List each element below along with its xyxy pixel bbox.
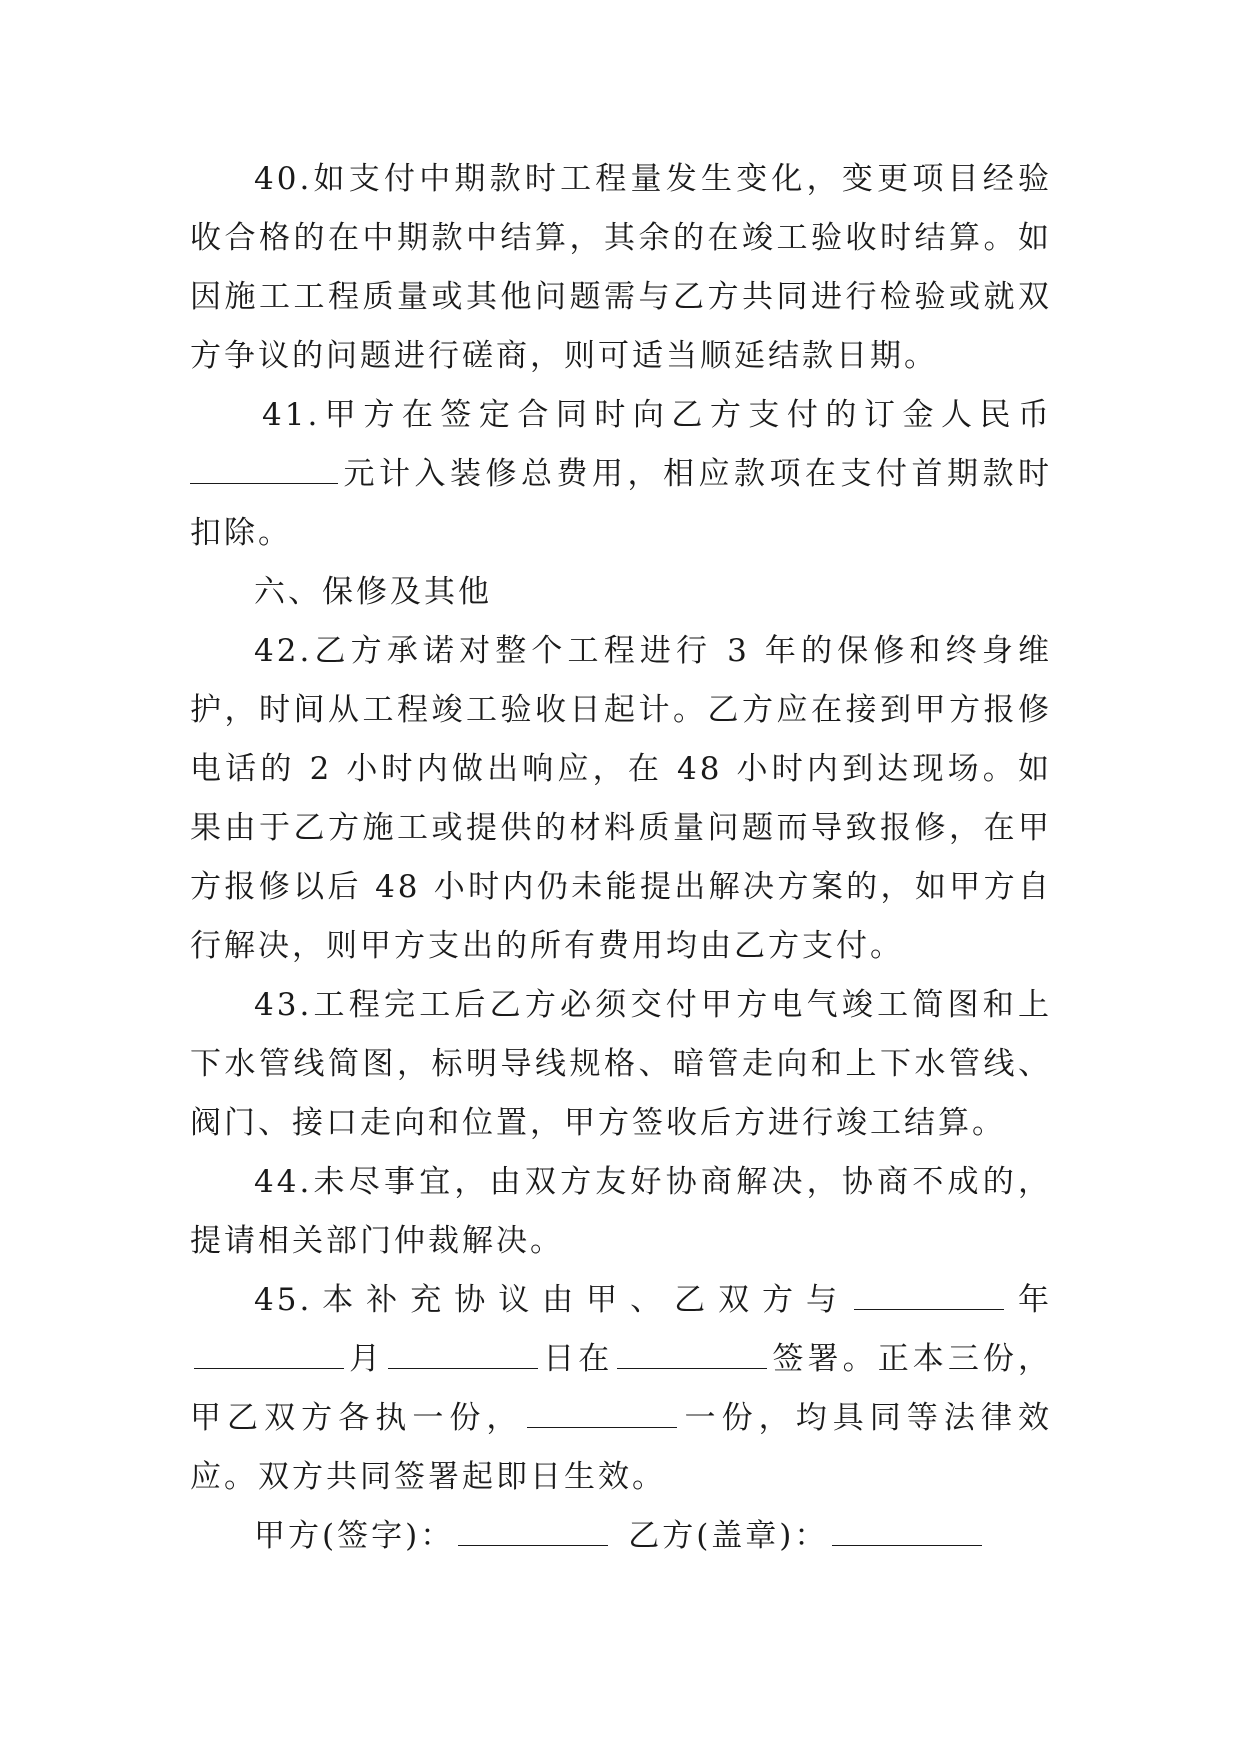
- section-heading-warranty: 六、保修及其他: [254, 574, 492, 610]
- place-blank[interactable]: [617, 1340, 767, 1369]
- third-party-blank[interactable]: [527, 1399, 677, 1428]
- party-b-seal-blank[interactable]: [832, 1517, 982, 1546]
- document-page: [190, 150, 1052, 1566]
- clause-45-part6: 一份，均具同等法律效应。双方共同签署起即日生效。: [190, 1400, 1053, 1495]
- clause-45-part4: 日在: [542, 1341, 614, 1377]
- year-blank[interactable]: [854, 1281, 1004, 1310]
- clause-41: [190, 386, 1052, 563]
- deposit-amount-blank[interactable]: [190, 455, 338, 484]
- clause-45-part5: 签署。正本三份，甲乙双方各执一份，: [190, 1341, 1053, 1436]
- clause-44: 44.未尽事宜，由双方友好协商解决，协商不成的，提请相关部门仲裁解决。: [190, 1164, 1052, 1259]
- month-blank[interactable]: [194, 1340, 344, 1369]
- day-blank[interactable]: [388, 1340, 538, 1369]
- clause-42: 42.乙方承诺对整个工程进行 3 年的保修和终身维护，时间从工程竣工验收日起计。乙方应在接到甲方报修电话的 2 小时内做出响应，在 48 小时内到达现场。如果由于乙方施工或提供的材料质量问题而导致报修，在甲方报修以后 48 小时内仍未能提出解决方案的，如甲方自行解决，则甲方支出的所有费用均由乙方支付。: [190, 633, 1052, 964]
- party-a-signature-blank[interactable]: [458, 1517, 608, 1546]
- clause-45-part1: 45.本补充协议由甲、乙双方与: [254, 1282, 851, 1318]
- clause-43: 43.工程完工后乙方必须交付甲方电气竣工简图和上下水管线简图，标明导线规格、暗管走向和上下水管线、阀门、接口走向和位置，甲方签收后方进行竣工结算。: [190, 987, 1052, 1141]
- clause-41-text-after: 元计入装修总费用，相应款项在支付首期款时扣除。: [190, 456, 1052, 551]
- clause-45-part3: 月: [348, 1341, 385, 1377]
- party-a-signature-label: 甲方(签字)：: [254, 1518, 455, 1554]
- clause-45: [190, 1271, 1052, 1507]
- clause-40: 40.如支付中期款时工程量发生变化，变更项目经验收合格的在中期款中结算，其余的在竣工验收时结算。如因施工工程质量或其他问题需与乙方共同进行检验或就双方争议的问题进行磋商，则可适当顺延结款日期。: [190, 161, 1052, 374]
- party-b-seal-label: 乙方(盖章)：: [628, 1518, 829, 1554]
- signature-line: [190, 1507, 1052, 1566]
- clause-41-text-before: 41.甲方在签定合同时向乙方支付的订金人民币: [262, 397, 1052, 433]
- clause-45-part2: 年: [1008, 1282, 1052, 1318]
